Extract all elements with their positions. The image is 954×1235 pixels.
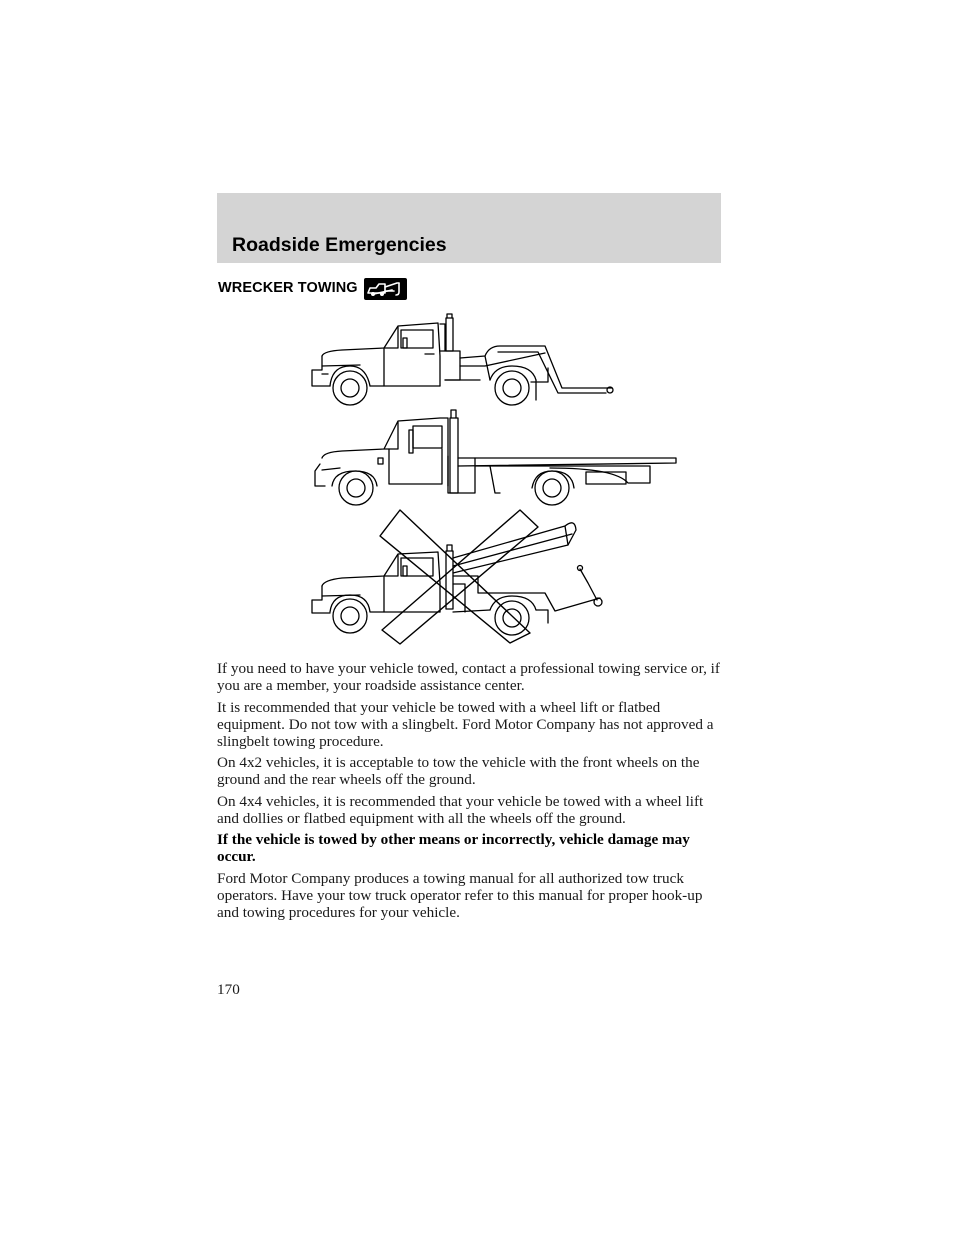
slingbelt-tow-truck	[312, 523, 602, 635]
section-heading-row	[218, 277, 407, 299]
flatbed-tow-truck	[315, 410, 676, 505]
tow-truck-icon	[364, 278, 407, 300]
page-title: Roadside Emergencies	[232, 234, 447, 256]
paragraph: It is recommended that your vehicle be towed with a wheel lift or flatbed equipment. Do not tow with a slingbelt. Ford Motor Company has not approved a slingbelt towing procedure.	[217, 698, 714, 750]
paragraph: If you need to have your vehicle towed, contact a professional towing service or, if you are a member, your roadside assistance center.	[217, 660, 720, 694]
wheel-lift-tow-truck	[312, 314, 613, 405]
towing-illustrations	[300, 308, 690, 648]
paragraph: Ford Motor Company produces a towing manual for all authorized tow truck operators. Have your tow truck operator refer to this manual for proper hook-up and towing procedures for your vehicle.	[217, 869, 703, 921]
section-heading: WRECKER TOWING	[218, 280, 358, 296]
header-band	[217, 193, 721, 263]
crossed-out-mark	[380, 510, 538, 644]
paragraph: On 4x2 vehicles, it is acceptable to tow the vehicle with the front wheels on the ground and the rear wheels off the ground.	[217, 754, 700, 788]
body-text	[217, 660, 723, 925]
page-number: 170	[217, 981, 240, 998]
paragraph: On 4x4 vehicles, it is recommended that your vehicle be towed with a wheel lift and dollies or flatbed equipment with all the wheels off the ground.	[217, 792, 704, 827]
warning-paragraph: If the vehicle is towed by other means or incorrectly, vehicle damage may occur.	[217, 831, 690, 865]
